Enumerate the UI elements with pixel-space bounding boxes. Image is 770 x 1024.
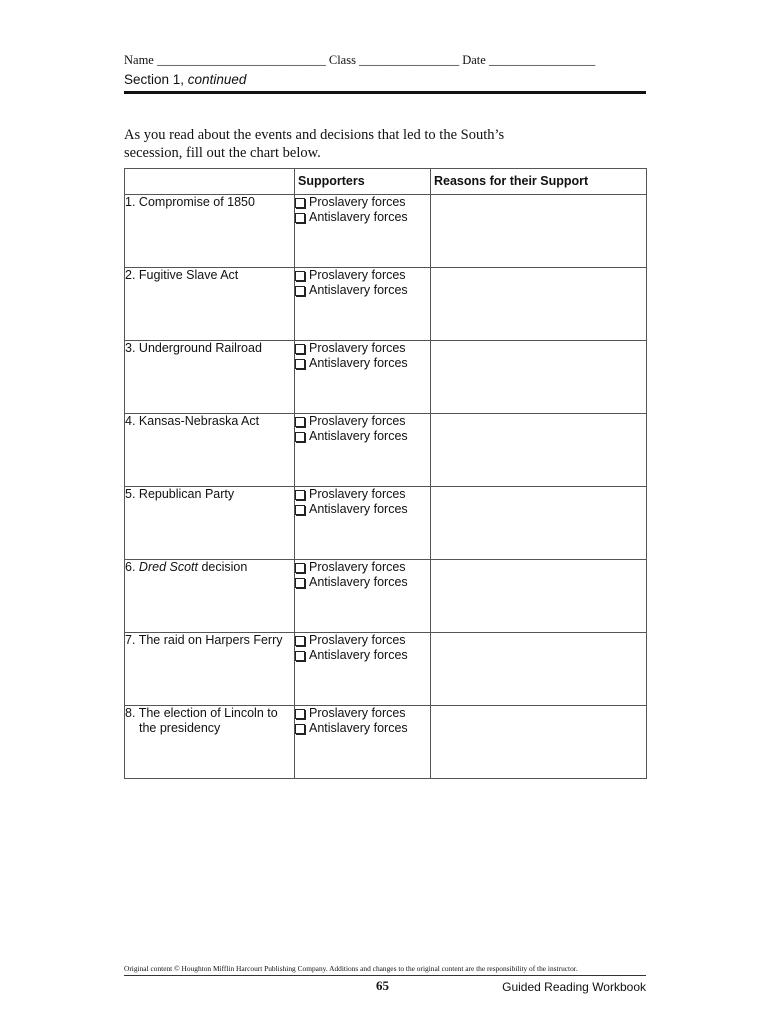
event-name: Fugitive Slave Act — [138, 268, 239, 282]
event-number: 7. — [125, 633, 136, 647]
header-reasons: Reasons for their Support — [431, 169, 647, 195]
proslavery-option[interactable] — [295, 560, 430, 575]
supporters-cell — [295, 414, 431, 487]
table-row — [125, 341, 647, 414]
checkbox-icon[interactable] — [295, 505, 305, 515]
header-supporters: Supporters — [295, 169, 431, 195]
checkbox-icon[interactable] — [295, 636, 305, 646]
event-name-italic: Dred Scott — [138, 560, 198, 574]
date-blank[interactable]: _________________ — [488, 53, 596, 67]
reasons-cell[interactable] — [431, 268, 647, 341]
checkbox-icon[interactable] — [295, 563, 305, 573]
event-number: 5. — [125, 487, 136, 501]
checkbox-icon[interactable] — [295, 417, 305, 427]
class-blank[interactable]: ________________ — [359, 53, 460, 67]
reasons-cell[interactable] — [431, 341, 647, 414]
date-label: Date — [462, 53, 486, 67]
student-info-line — [124, 53, 646, 68]
section-continued: continued — [187, 72, 247, 87]
name-label: Name — [124, 53, 154, 67]
copyright-note: Original content © Houghton Mifflin Harcourt Publishing Company. Additions and changes to the original content are the responsibility of the instructor. — [124, 964, 578, 973]
event-cell — [125, 560, 295, 633]
checkbox-icon[interactable] — [295, 432, 305, 442]
option-label: Antislavery forces — [309, 429, 408, 443]
event-cell — [125, 487, 295, 560]
event-cell — [125, 633, 295, 706]
event-name: The raid on Harpers Ferry — [138, 633, 283, 647]
section-heading — [124, 72, 646, 94]
option-label: Proslavery forces — [309, 633, 406, 647]
antislavery-option[interactable] — [295, 356, 430, 371]
option-label: Proslavery forces — [309, 706, 406, 720]
event-number: 4. — [125, 414, 136, 428]
table-row — [125, 268, 647, 341]
option-label: Antislavery forces — [309, 648, 408, 662]
event-name: Underground Railroad — [138, 341, 262, 355]
option-label: Antislavery forces — [309, 283, 408, 297]
proslavery-option[interactable] — [295, 341, 430, 356]
antislavery-option[interactable] — [295, 283, 430, 298]
supporters-cell — [295, 268, 431, 341]
proslavery-option[interactable] — [295, 487, 430, 502]
reasons-cell[interactable] — [431, 414, 647, 487]
event-name: The election of Lincoln to the presidency — [138, 706, 278, 735]
event-name: Kansas-Nebraska Act — [138, 414, 260, 428]
class-label: Class — [328, 53, 356, 67]
section-title: Section 1, — [124, 72, 188, 87]
chart-header-row — [125, 169, 647, 195]
antislavery-option[interactable] — [295, 648, 430, 663]
supporters-cell — [295, 706, 431, 779]
checkbox-icon[interactable] — [295, 198, 305, 208]
antislavery-option[interactable] — [295, 502, 430, 517]
option-label: Proslavery forces — [309, 487, 406, 501]
table-row — [125, 195, 647, 268]
option-label: Proslavery forces — [309, 414, 406, 428]
antislavery-option[interactable] — [295, 210, 430, 225]
workbook-title: Guided Reading Workbook — [502, 980, 646, 994]
option-label: Antislavery forces — [309, 356, 408, 370]
proslavery-option[interactable] — [295, 706, 430, 721]
option-label: Antislavery forces — [309, 210, 408, 224]
option-label: Proslavery forces — [309, 341, 406, 355]
antislavery-option[interactable] — [295, 575, 430, 590]
reasons-cell[interactable] — [431, 560, 647, 633]
event-cell — [125, 706, 295, 779]
event-name: Republican Party — [138, 487, 235, 501]
checkbox-icon[interactable] — [295, 344, 305, 354]
supporters-cell — [295, 195, 431, 268]
reasons-cell[interactable] — [431, 487, 647, 560]
checkbox-icon[interactable] — [295, 724, 305, 734]
checkbox-icon[interactable] — [295, 490, 305, 500]
supporters-cell — [295, 341, 431, 414]
option-label: Proslavery forces — [309, 268, 406, 282]
table-row — [125, 633, 647, 706]
antislavery-option[interactable] — [295, 429, 430, 444]
footer-divider — [124, 975, 646, 976]
supporters-cell — [295, 633, 431, 706]
checkbox-icon[interactable] — [295, 286, 305, 296]
proslavery-option[interactable] — [295, 633, 430, 648]
table-row — [125, 560, 647, 633]
instructions: As you read about the events and decisions that led to the South’s secession, fill out the chart below. — [124, 127, 505, 161]
table-row — [125, 487, 647, 560]
reasons-cell[interactable] — [431, 633, 647, 706]
option-label: Proslavery forces — [309, 195, 406, 209]
checkbox-icon[interactable] — [295, 271, 305, 281]
event-number: 8. — [125, 706, 136, 720]
event-cell — [125, 341, 295, 414]
supporters-cell — [295, 487, 431, 560]
checkbox-icon[interactable] — [295, 359, 305, 369]
proslavery-option[interactable] — [295, 414, 430, 429]
supporters-cell — [295, 560, 431, 633]
checkbox-icon[interactable] — [295, 213, 305, 223]
event-cell — [125, 268, 295, 341]
event-cell — [125, 414, 295, 487]
page-number: 65 — [376, 978, 389, 993]
name-blank[interactable]: ___________________________ — [156, 53, 326, 67]
secession-chart — [124, 168, 647, 779]
event-number: 6. — [125, 560, 136, 574]
checkbox-icon[interactable] — [295, 578, 305, 588]
table-row — [125, 706, 647, 779]
header-event — [125, 169, 295, 195]
option-label: Antislavery forces — [309, 575, 408, 589]
reasons-cell[interactable] — [431, 706, 647, 779]
proslavery-option[interactable] — [295, 195, 430, 210]
proslavery-option[interactable] — [295, 268, 430, 283]
table-row — [125, 414, 647, 487]
event-name: decision — [197, 560, 248, 574]
event-number: 3. — [125, 341, 136, 355]
event-cell — [125, 195, 295, 268]
checkbox-icon[interactable] — [295, 651, 305, 661]
option-label: Proslavery forces — [309, 560, 406, 574]
option-label: Antislavery forces — [309, 721, 408, 735]
event-number: 2. — [125, 268, 136, 282]
event-number: 1. — [125, 195, 136, 209]
event-name: Compromise of 1850 — [138, 195, 255, 209]
option-label: Antislavery forces — [309, 502, 408, 516]
reasons-cell[interactable] — [431, 195, 647, 268]
checkbox-icon[interactable] — [295, 709, 305, 719]
antislavery-option[interactable] — [295, 721, 430, 736]
